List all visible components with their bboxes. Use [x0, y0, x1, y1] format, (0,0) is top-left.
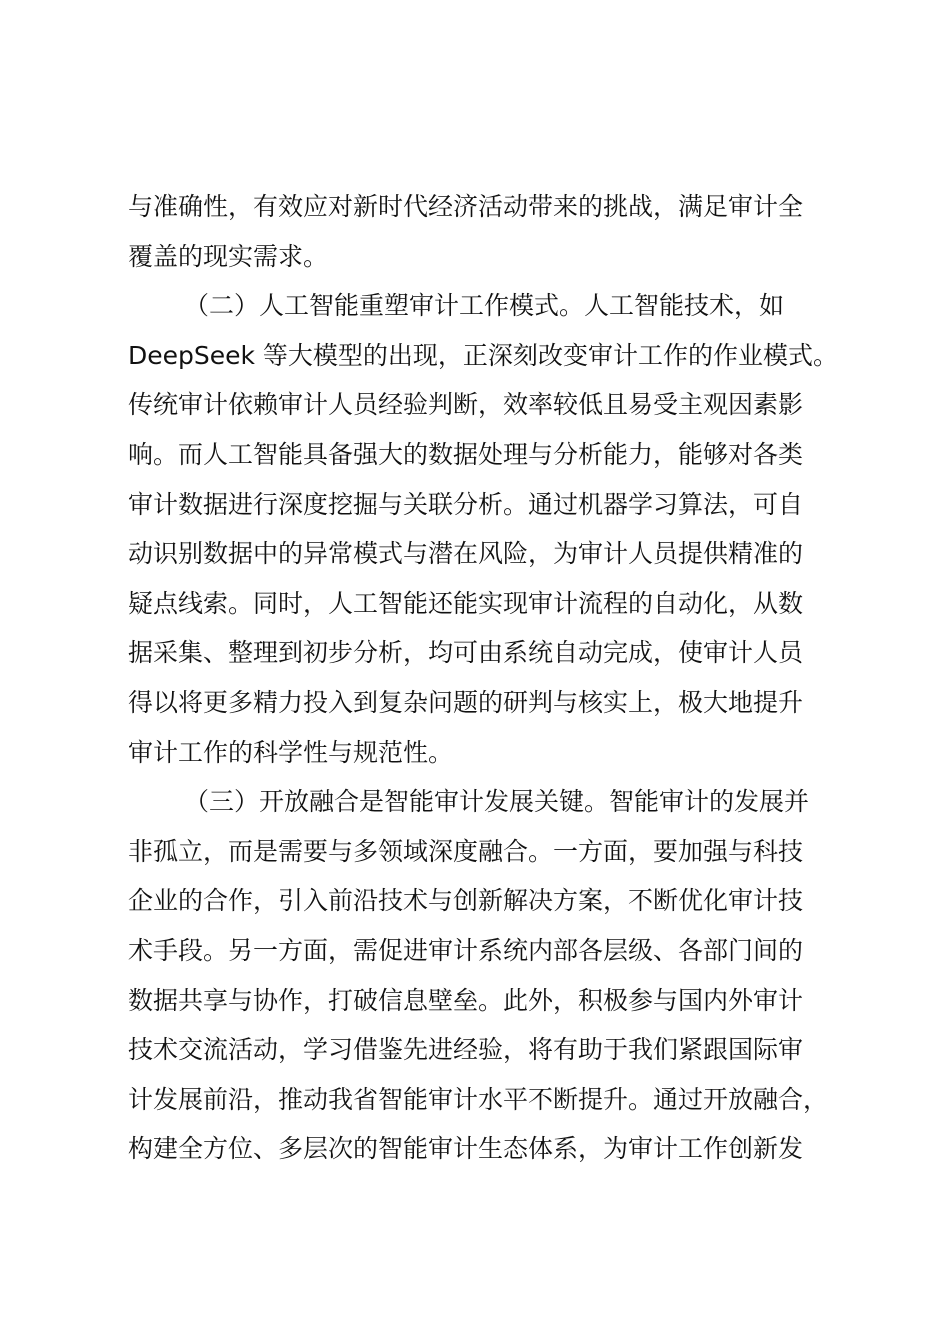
body-text [128, 182, 848, 1174]
text-line: 审计工作的科学性与规范性。 [128, 737, 454, 767]
text-line: 与准确性，有效应对新时代经济活动带来的挑战，满足审计全 [128, 192, 804, 221]
text-line: 审计数据进行深度挖掘与关联分析。通过机器学习算法，可自 [128, 489, 804, 519]
text-line: 企业的合作，引入前沿技术与创新解决方案，不断优化审计技 [128, 886, 804, 916]
text-line: 数据共享与协作，打破信息壁垒。此外，积极参与国内外审计 [128, 985, 804, 1015]
text-line: 动识别数据中的异常模式与潜在风险，为审计人员提供精准的 [128, 539, 804, 569]
text-line: 术手段。另一方面，需促进审计系统内部各层级、各部门间的 [128, 935, 804, 965]
text-line: 响。而人工智能具备强大的数据处理与分析能力，能够对各类 [128, 439, 804, 469]
text-line: 疑点线索。同时，人工智能还能实现审计流程的自动化，从数 [128, 588, 804, 618]
paragraph-heading-line: （二）人工智能重塑审计工作模式。人工智能技术，如 [184, 291, 785, 321]
text-line: 技术交流活动，学习借鉴先进经验，将有助于我们紧跟国际审 [128, 1035, 804, 1065]
text-line: 构建全方位、多层次的智能审计生态体系，为审计工作创新发 [128, 1134, 804, 1164]
text-line: 传统审计依赖审计人员经验判断，效率较低且易受主观因素影 [128, 390, 804, 420]
text-line: 得以将更多精力投入到复杂问题的研判与核实上，极大地提升 [128, 687, 804, 717]
text-line: 计发展前沿，推动我省智能审计水平不断提升。通过开放融合， [128, 1084, 829, 1114]
text-line: 据采集、整理到初步分析，均可由系统自动完成，使审计人员 [128, 638, 804, 668]
text-line: 非孤立，而是需要与多领域深度融合。一方面，要加强与科技 [128, 836, 804, 866]
paragraph-heading-line: （三）开放融合是智能审计发展关键。智能审计的发展并 [184, 787, 810, 817]
text-line: 覆盖的现实需求。 [128, 241, 329, 271]
text-line: DeepSeek 等大模型的出现，正深刻改变审计工作的作业模式。 [128, 340, 838, 370]
